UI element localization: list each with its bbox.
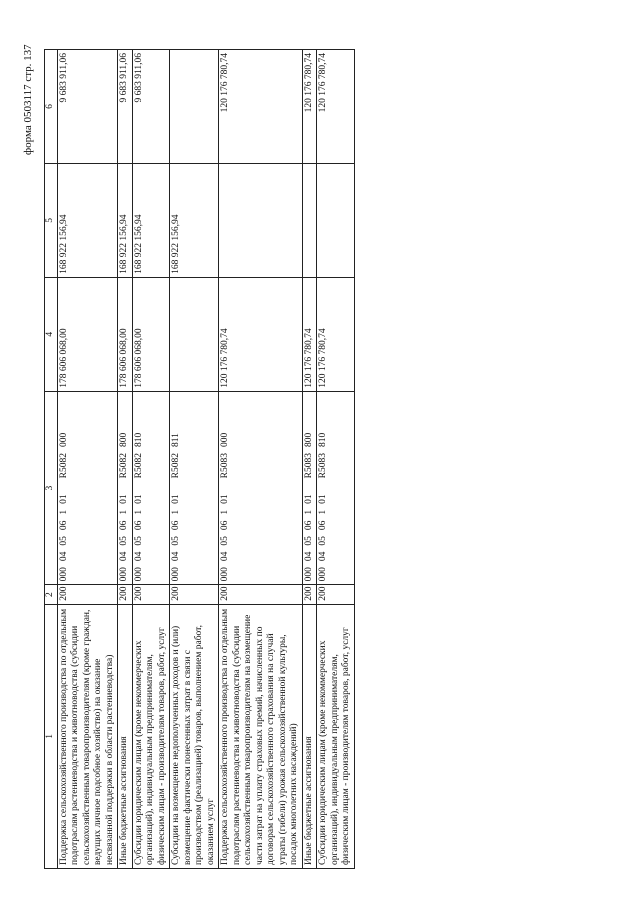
table-row (57, 50, 118, 869)
executed-amount-cell: 168 922 156,94 (170, 163, 219, 277)
row-name-cell: Субсидии на возмещение недополученных доходов и (или) возмещение фактически понесенных затрат в связи с производством (реализацией) товаров, выполнением работ, оказанием услуг (170, 604, 219, 868)
code-segment: 04 (133, 551, 144, 562)
budget-code-cell (57, 391, 118, 585)
code-segment: 000 (318, 567, 328, 582)
code-segment: 05 (119, 536, 129, 546)
code-segment: R5082 (171, 453, 181, 479)
form-label: форма 0503117 стр. 137 (22, 44, 34, 155)
column-number: 6 (45, 50, 58, 164)
approved-amount-cell: 120 176 780,74 (317, 277, 355, 391)
approved-amount-cell (170, 277, 219, 391)
code-segment: 000 (58, 567, 69, 582)
column-number: 2 (45, 585, 58, 604)
table-row (132, 50, 170, 869)
code-segment: 810 (318, 432, 328, 448)
code-segment: 05 (171, 536, 181, 546)
unexecuted-amount-cell: 120 176 780,74 (302, 50, 317, 164)
code-segment: 04 (303, 551, 314, 562)
executed-amount-cell: 168 922 156,94 (57, 163, 118, 277)
approved-amount-cell: 120 176 780,74 (302, 277, 317, 391)
approved-amount-cell: 178 606 068,00 (57, 277, 118, 391)
code-segment: R5082 (133, 453, 144, 479)
code-segment: 1 (119, 509, 129, 515)
budget-code-cell (317, 391, 355, 585)
budget-table (44, 49, 355, 869)
code-segment: 1 (318, 509, 328, 515)
code-segment: 01 (58, 494, 69, 504)
approved-amount-cell: 178 606 068,00 (132, 277, 170, 391)
approved-amount-cell: 178 606 068,00 (118, 277, 133, 391)
code-segment: 1 (133, 509, 144, 515)
code-segment: 06 (58, 520, 69, 531)
code-segment: 04 (220, 551, 230, 562)
unexecuted-amount-cell: 9 683 911,06 (132, 50, 170, 164)
table-row (302, 50, 317, 869)
code-segment: 000 (133, 567, 144, 582)
code-segment: R5083 (303, 453, 314, 479)
table-row (118, 50, 133, 869)
code-segment: 1 (58, 509, 69, 515)
budget-code-cell (132, 391, 170, 585)
executed-amount-cell (219, 163, 303, 277)
executed-amount-cell (302, 163, 317, 277)
column-number: 4 (45, 277, 58, 391)
budget-code-cell (219, 391, 303, 585)
code-segment: 05 (133, 536, 144, 546)
code-segment: 04 (58, 551, 69, 562)
column-number: 3 (45, 391, 58, 585)
code-segment: 06 (133, 520, 144, 531)
executed-amount-cell: 168 922 156,94 (118, 163, 133, 277)
code-segment: 05 (303, 536, 314, 546)
code-segment: 01 (303, 494, 314, 504)
code-segment: 01 (133, 494, 144, 504)
code-segment: 000 (220, 567, 230, 582)
code-segment: 800 (303, 432, 314, 448)
row-name-cell: Поддержка сельскохозяйственного производства по отдельным подотраслям растениеводства и животноводства (субсидии сельскохозяйственным товаропроизводителям (кроме граждан, ведущих личное подсобное хозяйство) на оказание несвязанной поддержки в области растениеводства) (57, 604, 118, 868)
table-row (219, 50, 303, 869)
code-segment: R5082 (58, 453, 69, 479)
row-name-cell: Иные бюджетные ассигнования (118, 604, 133, 868)
code-segment: 06 (171, 520, 181, 531)
code-segment: R5083 (318, 453, 328, 479)
code-segment: 04 (171, 551, 181, 562)
budget-code-cell (170, 391, 219, 585)
line-code-cell: 200 (132, 585, 170, 604)
code-segment: R5083 (220, 453, 230, 479)
unexecuted-amount-cell: 120 176 780,74 (219, 50, 303, 164)
column-number: 5 (45, 163, 58, 277)
table-row (317, 50, 355, 869)
executed-amount-cell: 168 922 156,94 (132, 163, 170, 277)
code-segment: 01 (171, 494, 181, 504)
code-segment: 04 (318, 551, 328, 562)
unexecuted-amount-cell: 9 683 911,06 (57, 50, 118, 164)
row-name-cell: Субсидии юридическим лицам (кроме некоммерческих организаций), индивидуальным предпринимателям, физическим лицам - производителям товаров, работ, услуг (132, 604, 170, 868)
approved-amount-cell: 120 176 780,74 (219, 277, 303, 391)
line-code-cell: 200 (57, 585, 118, 604)
code-segment: 01 (318, 494, 328, 504)
unexecuted-amount-cell: 120 176 780,74 (317, 50, 355, 164)
code-segment: 04 (119, 551, 129, 562)
code-segment: 06 (318, 520, 328, 531)
code-segment: 000 (119, 567, 129, 582)
line-code-cell: 200 (302, 585, 317, 604)
code-segment: 05 (58, 536, 69, 546)
line-code-cell: 200 (118, 585, 133, 604)
code-segment: 000 (220, 432, 230, 448)
unexecuted-amount-cell (170, 50, 219, 164)
line-code-cell: 200 (170, 585, 219, 604)
code-segment: 06 (220, 520, 230, 531)
code-segment: 01 (119, 494, 129, 504)
code-segment: 1 (220, 509, 230, 515)
code-segment: 06 (303, 520, 314, 531)
line-code-cell: 200 (219, 585, 303, 604)
code-segment: 000 (58, 432, 69, 448)
budget-code-cell (118, 391, 133, 585)
code-segment: 05 (220, 536, 230, 546)
code-segment: 000 (303, 567, 314, 582)
code-segment: 000 (171, 567, 181, 582)
line-code-cell: 200 (317, 585, 355, 604)
code-segment: 06 (119, 520, 129, 531)
column-number: 1 (45, 604, 58, 868)
column-number-row (45, 50, 58, 869)
code-segment: 1 (303, 509, 314, 515)
budget-code-cell (302, 391, 317, 585)
row-name-cell: Поддержка сельскохозяйственного производства по отдельным подотраслям растениеводства и животноводства (субсидии сельскохозяйственным товаропроизводителям на возмещение части затрат на уплату страховых премий, начисленных по договорам сельскохозяйственного страхования на случай утраты (гибели) урожая сельскохозяйственной культуры, посадок многолетних насаждений) (219, 604, 303, 868)
code-segment: 810 (133, 432, 144, 448)
row-name-cell: Субсидии юридическим лицам (кроме некоммерческих организаций), индивидуальным предпринимателям, физическим лицам - производителям товаров, работ, услуг (317, 604, 355, 868)
code-segment: 01 (220, 494, 230, 504)
code-segment: 05 (318, 536, 328, 546)
table-row (170, 50, 219, 869)
code-segment: 1 (171, 509, 181, 515)
unexecuted-amount-cell: 9 683 911,06 (118, 50, 133, 164)
executed-amount-cell (317, 163, 355, 277)
code-segment: 811 (171, 433, 181, 448)
code-segment: R5082 (119, 453, 129, 479)
row-name-cell: Иные бюджетные ассигнования (302, 604, 317, 868)
code-segment: 800 (119, 432, 129, 448)
